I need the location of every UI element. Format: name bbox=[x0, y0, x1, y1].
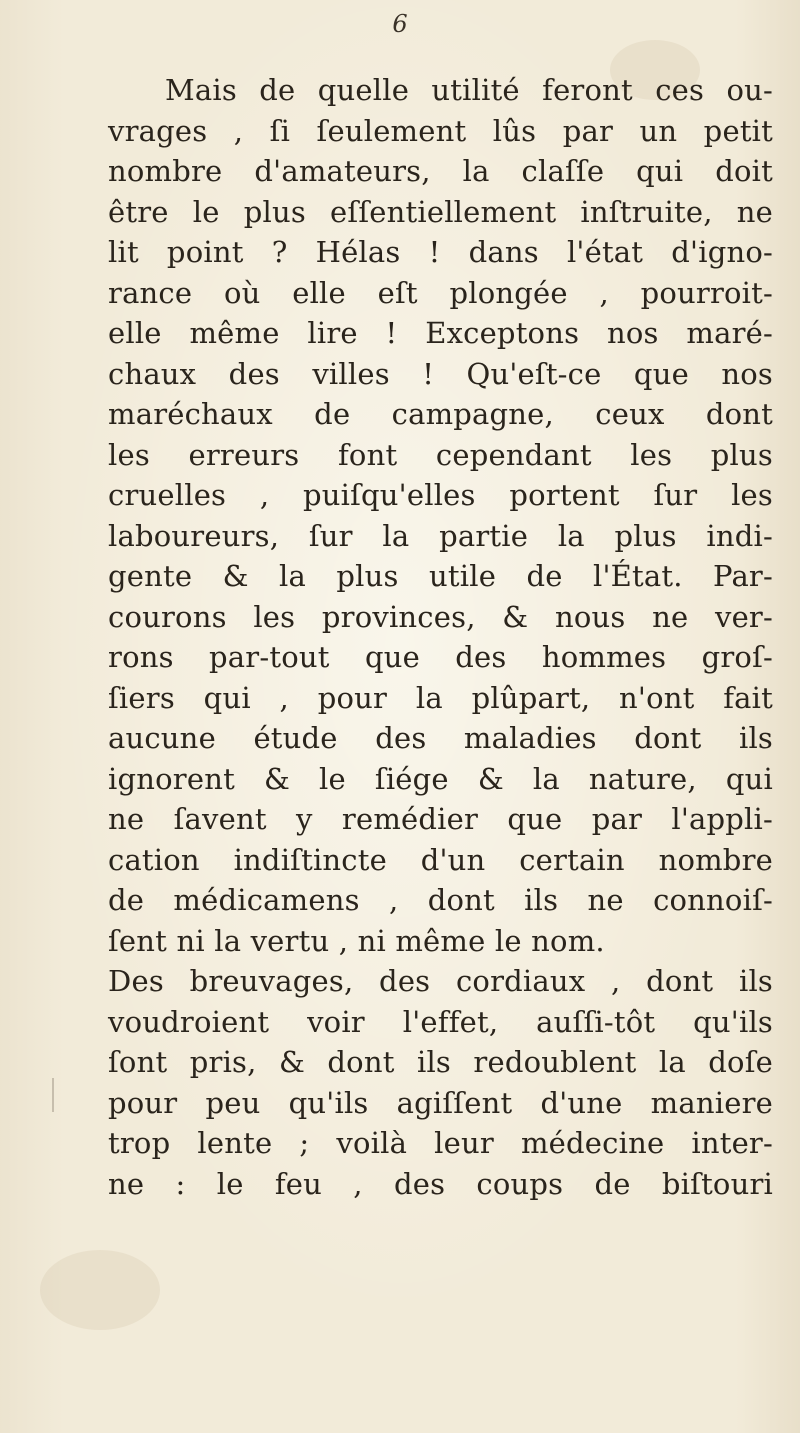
text-line: cation indiſtincte d'un certain nombre bbox=[108, 842, 773, 877]
text-line: gente & la plus utile de l'État. Par- bbox=[108, 559, 773, 593]
text-line: nombre d'amateurs, la claſſe qui doit bbox=[108, 154, 773, 188]
text-line: voudroient voir l'effet, auſſi-tôt qu'ils bbox=[108, 1004, 773, 1039]
text-line: maréchaux de campagne, ceux dont bbox=[108, 397, 773, 431]
text-line: ſont pris, & dont ils redoublent la doſe bbox=[108, 1045, 773, 1079]
text-line: trop lente ; voilà leur médecine inter- bbox=[108, 1126, 773, 1160]
paper-stain bbox=[40, 1250, 160, 1330]
text-line: cruelles , puiſqu'elles portent ſur les bbox=[108, 478, 773, 512]
text-line: laboureurs, ſur la partie la plus indi- bbox=[108, 518, 773, 553]
text-line: aucune étude des maladies dont ils bbox=[108, 721, 773, 755]
text-line: pour peu qu'ils agiſſent d'une maniere bbox=[108, 1085, 773, 1120]
text-line: lit point ? Hélas ! dans l'état d'igno- bbox=[108, 235, 773, 269]
text-line: Mais de quelle utilité feront ces ou- bbox=[165, 73, 773, 107]
text-line: de médicamens , dont ils ne connoiſ- bbox=[108, 883, 773, 917]
text-line: courons les provinces, & nous ne ver- bbox=[108, 599, 773, 634]
text-line: ne ſavent y remédier que par l'appli- bbox=[108, 802, 773, 836]
text-line: vrages , ſi ſeulement lûs par un petit bbox=[108, 113, 773, 148]
text-line: chaux des villes ! Qu'eſt-ce que nos bbox=[108, 356, 773, 391]
margin-mark bbox=[52, 1078, 54, 1112]
text-line: ne : le feu , des coups de biſtouri bbox=[108, 1166, 773, 1201]
body-text bbox=[108, 70, 773, 1204]
text-line: être le plus eſſentiellement inſtruite, ne bbox=[108, 194, 773, 229]
text-line: ignorent & le ſiége & la nature, qui bbox=[108, 761, 773, 796]
text-line: Des breuvages, des cordiaux , dont ils bbox=[108, 964, 773, 998]
text-line: ſiers qui , pour la plûpart, n'ont fait bbox=[108, 680, 773, 715]
text-line: ſent ni la vertu , ni même le nom. bbox=[108, 923, 605, 958]
page-number: 6 bbox=[392, 10, 408, 38]
text-line: elle même lire ! Exceptons nos maré- bbox=[108, 316, 773, 350]
text-line: rons par-tout que des hommes groſ- bbox=[108, 640, 773, 674]
text-line: les erreurs font cependant les plus bbox=[108, 437, 773, 472]
text-line: rance où elle eſt plongée , pourroit- bbox=[108, 275, 773, 310]
